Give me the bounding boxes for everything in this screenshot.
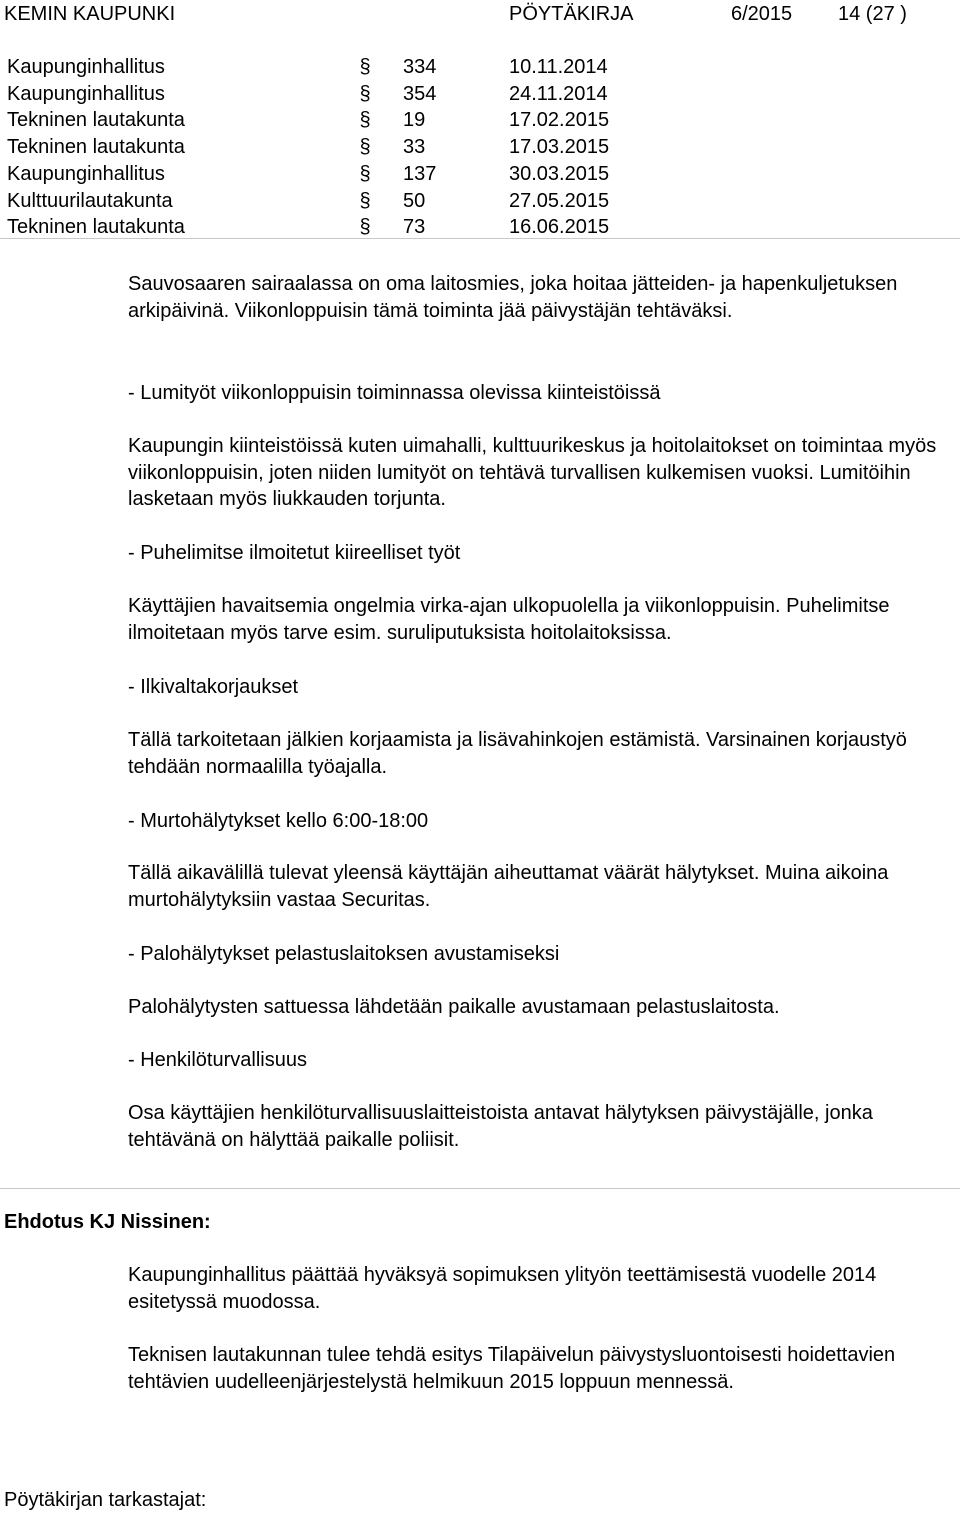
item-text-burglar-alarms: Tällä aikavälillä tulevat yleensä käyttäjän aiheuttamat väärät hälytykset. Muina aikoina murtohälytyksiin vastaa Securitas. bbox=[128, 862, 889, 911]
inspectors-label: Pöytäkirjan tarkastajat: bbox=[4, 1489, 207, 1511]
intro-paragraph: Sauvosaaren sairaalassa on oma laitosmies, joka hoitaa jätteiden- ja hapenkuljetuksen arkipäivinä. Viikonloppuisin tämä toiminta jää päivystäjän tehtäväksi. bbox=[128, 273, 898, 322]
section-divider bbox=[0, 1188, 960, 1189]
proposal-paragraph-2: Teknisen lautakunnan tulee tehdä esitys Tilapäivelun päivystysluontoisesti hoidettavien tehtävien uudelleenjärjestelystä helmikuun 2015 loppuun mennessä. bbox=[128, 1344, 896, 1393]
item-text-fire-alarms: Palohälytysten sattuessa lähdetään paikalle avustamaan pelastuslaitosta. bbox=[128, 996, 780, 1018]
item-title-snow-work: - Lumityöt viikonloppuisin toiminnassa olevissa kiinteistöissä bbox=[128, 382, 661, 404]
history-org: Kulttuurilautakunta bbox=[7, 189, 173, 212]
history-row bbox=[0, 81, 960, 108]
item-text-vandalism: Tällä tarkoitetaan jälkien korjaamista ja lisävahinkojen estämistä. Varsinainen korjaustyö tehdään normaalilla työajalla. bbox=[128, 729, 907, 778]
history-number: 50 bbox=[403, 189, 426, 212]
page-number: 14 (27 ) bbox=[838, 3, 907, 25]
history-date: 30.03.2015 bbox=[509, 162, 610, 185]
history-row bbox=[0, 107, 960, 134]
section-sign: § bbox=[359, 189, 371, 212]
item-text-phone-reports: Käyttäjien havaitsemia ongelmia virka-ajan ulkopuolella ja viikonloppuisin. Puhelimitse ilmoitetaan myös tarve esim. suruliputuksista hoitolaitoksissa. bbox=[128, 595, 890, 644]
history-number: 33 bbox=[403, 136, 426, 159]
section-sign: § bbox=[359, 109, 371, 132]
item-title-phone-reports: - Puhelimitse ilmoitetut kiireelliset työt bbox=[128, 542, 461, 564]
history-date: 10.11.2014 bbox=[509, 56, 608, 78]
item-text-snow-work: Kaupungin kiinteistöissä kuten uimahalli, kulttuurikeskus ja hoitolaitokset on toimintaa myös viikonloppuisin, joten niiden lumityöt on tehtävä turvallisen kulkemisen vuoksi. Lumitöihin lasketaan myös liukkauden torjunta. bbox=[128, 435, 937, 511]
item-text-personal-safety: Osa käyttäjien henkilöturvallisuuslaitteistoista antavat hälytyksen päivystäjälle, jonka tehtävänä on hälyttää paikalle poliisit. bbox=[128, 1102, 873, 1151]
item-title-personal-safety: - Henkilöturvallisuus bbox=[128, 1049, 307, 1071]
history-org: Tekninen lautakunta bbox=[7, 216, 185, 239]
history-number: 334 bbox=[403, 56, 437, 78]
history-divider bbox=[0, 238, 960, 239]
proposal-heading: Ehdotus KJ Nissinen: bbox=[4, 1211, 211, 1233]
section-sign: § bbox=[359, 162, 371, 185]
history-date: 16.06.2015 bbox=[509, 216, 610, 239]
history-org: Kaupunginhallitus bbox=[7, 82, 165, 105]
history-row bbox=[0, 161, 960, 188]
history-date: 17.03.2015 bbox=[509, 136, 610, 159]
history-org: Tekninen lautakunta bbox=[7, 109, 185, 132]
history-row bbox=[0, 188, 960, 215]
item-title-vandalism: - Ilkivaltakorjaukset bbox=[128, 676, 299, 698]
item-title-fire-alarms: - Palohälytykset pelastuslaitoksen avustamiseksi bbox=[128, 943, 560, 965]
history-row bbox=[0, 54, 960, 81]
section-sign: § bbox=[359, 216, 371, 239]
history-row bbox=[0, 214, 960, 241]
document-number: 6/2015 bbox=[731, 3, 793, 25]
history-number: 19 bbox=[403, 109, 426, 132]
history-date: 17.02.2015 bbox=[509, 109, 610, 132]
history-date: 24.11.2014 bbox=[509, 82, 608, 105]
proposal-paragraph-1: Kaupunginhallitus päättää hyväksyä sopimuksen ylityön teettämisestä vuodelle 2014 esitetyssä muodossa. bbox=[128, 1264, 877, 1313]
history-number: 73 bbox=[403, 216, 426, 239]
section-sign: § bbox=[359, 82, 371, 105]
history-number: 137 bbox=[403, 162, 437, 185]
section-sign: § bbox=[359, 56, 371, 78]
history-row bbox=[0, 134, 960, 161]
item-title-burglar-alarms: - Murtohälytykset kello 6:00-18:00 bbox=[128, 810, 429, 832]
history-org: Kaupunginhallitus bbox=[7, 56, 165, 78]
section-sign: § bbox=[359, 136, 371, 159]
history-org: Tekninen lautakunta bbox=[7, 136, 185, 159]
city-name: KEMIN KAUPUNKI bbox=[4, 3, 176, 25]
history-number: 354 bbox=[403, 82, 437, 105]
history-date: 27.05.2015 bbox=[509, 189, 610, 212]
history-org: Kaupunginhallitus bbox=[7, 162, 165, 185]
document-type: PÖYTÄKIRJA bbox=[509, 3, 634, 25]
